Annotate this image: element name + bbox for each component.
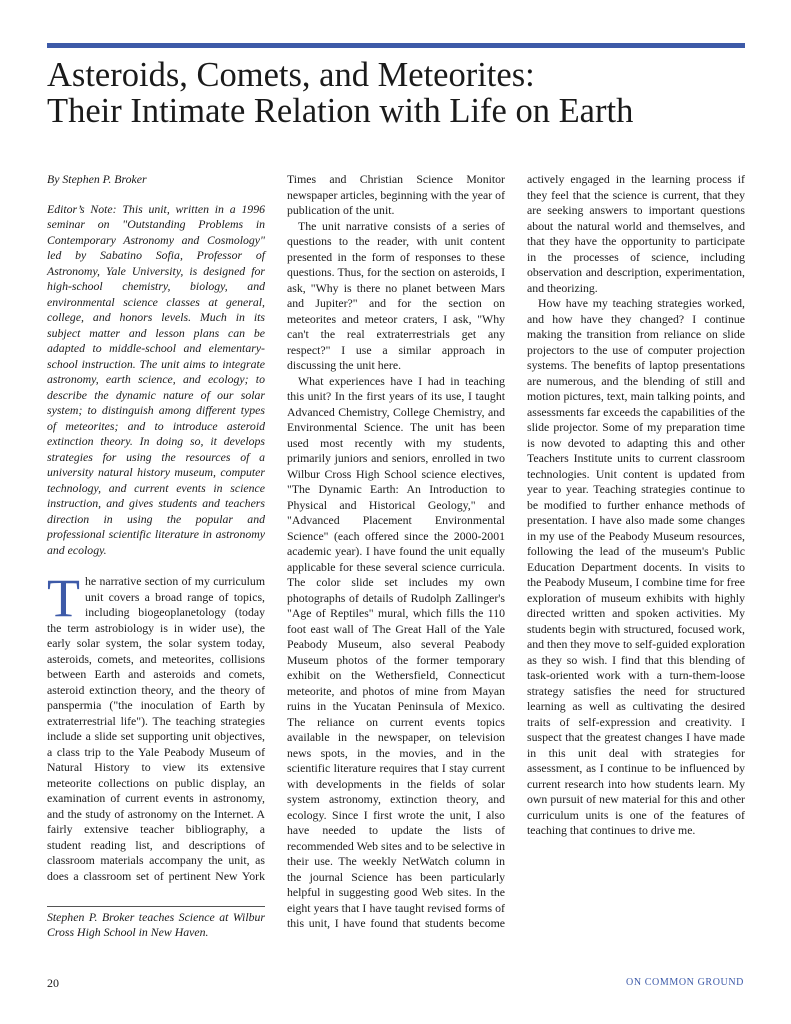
- body-paragraph-1-continued: Times and Christian Science Monitor newspaper articles, beginning with the year of publication of the unit.: [287, 172, 505, 217]
- editor-note: Editor’s Note: This unit, written in a 1996 seminar on "Outstanding Problems in Contemporary Astronomy and Cosmology" led by Sabatino Sofia, Professor of Astronomy, Yale University, is designed for high-school chemistry, biology, and environmental science classes at general, college, and honors levels. Much in its subject matter and lesson plans can be adapted to middle-school and elementary-school instruction. The unit aims to integrate astronomy, earth science, and ecology; to describe the dynamic nature of our solar system; to distinguish among different types of meteorites; and to introduce asteroid extinction theory. In doing so, it develops strategies for using the resources of a university natural history museum, computer technology, and current events in science instruction, and gives students and teachers direction in using the popular and professional scientific literature in astronomy and ecology.: [47, 201, 265, 557]
- body-paragraph-1: The narrative section of my curriculum unit covers a broad range of topics, including biogeoplanetology (today the term astrobiology is in wider use), the early solar system, the solar system today, asteroids, comets, and meteorites, collisions between Earth and asteroids and comets, asteroid extinction theory, and the theory of panspermia ("the inoculation of Earth by extraterrestrial life"). The teaching strategies include a slide set supporting unit objectives, a class trip to the Yale Peabody Museum of Natural History to view its extensive meteorite collections on public display, an examination of current events in astronomy, and the study of astronomy on the Internet. A fairly extensive teacher bibliography, a student reading list, and descriptions of classroom materials accompany the unit, as does a classroom set of pertinent New York: [47, 568, 265, 883]
- body-paragraph-2: The unit narrative consists of a series of questions to the reader, with unit content presented in the form of responses to these questions. Thus, for the section on asteroids, I ask, "Why is there no planet between Mars and Jupiter?" and for the section on meteorites and meteor craters, I ask, "Why can't the real extraterrestrials get any respect?" I use a similar approach in discussing the unit here.: [287, 218, 505, 372]
- body-paragraph-3: What experiences have I had in teaching this unit? In the first years of its use, I taught Advanced Chemistry, College Chemistry, and Environmental Science. The unit has been used most recently with my students, primarily juniors and seniors, enrolled in two Wilbur Cross High School science electives, "The Dynamic Earth: An Introduction to Physical and Historical Geology," and "Advanced Placement Environmental Science" (each offered since the 2000-2001 academic year). I have found the unit equally applicable for these several science curricula. The color slide set includes my own photographs of details of Rudolph Zallinger's "Age of Reptiles" mural, which fills the 110 foot east wall of The Great Hall of the Yale Peabody Museum, also several Peabody Museum photos of the former temporary exhibit on the Wethersfield, Connecticut meteorite, and photos of mine from Mayan ruins in the Yucatan Peninsula of Mexico. The reliance on current events topics available in the newspaper, on television news spots, in the movies, and in the scientific literature requires that I stay current with developments in the fields of solar system astronomy, extinction theory, and ecology. Since I first wrote the unit, I also have needed to update the lists of recommended Web sites and to be selective in their use. The weekly NetWatch column in the journal Science has been particularly helpful in suggesting good Web sites. In the eight years that I have taught revised forms of this unit, I have found that students become: [287, 373, 505, 930]
- body-paragraph-3-continued: actively engaged in the learning process if they feel that the science is current, that they are seeking answers to important questions about the natural world and themselves, and that they have the opportunity to participate in the processes of science, including observation and description, experimentation, and theorizing.: [527, 172, 745, 295]
- column-3: [527, 172, 745, 839]
- page-number: 20: [47, 976, 59, 990]
- publication-name: ON COMMON GROUND: [626, 977, 744, 988]
- author-note: [47, 906, 265, 940]
- body-paragraph-4: How have my teaching strategies worked, and how have they changed? I continue making the transition from reliance on slide projectors to the use of computer projection systems. The benefits of laptop presentations are numerous, and the blending of still and motion pictures, text, main talking points, and assessments far exceeds the capabilities of the slide projector. Some of my preparation time is now devoted to adapting this and other Teachers Institute units to current classroom technologies. Unit content is updated from year to year. Teaching strategies continue to be modified to further enhance methods of presentation. I have also made some changes in my use of the Peabody Museum resources, following the lead of the museum's Public Education Department docents. In visits to the Peabody Museum, I combine time for free exploration of museum exhibits with highly directed written and spoken activities. My students begin with structured, focused work, and then they move to self-guided exploration as they so wish. I find that this blending of task-oriented work with a turn-them-loose strategy satisfies the need for structured learning as well as cultivating the desired traits of self-expression and creativity. I suspect that the greatest changes I have made in this unit deal with strategies for assessment, as I continue to be influenced by current research into how students learn. My own pursuit of new material for this and other curriculum units is one of the features of teaching that continues to drive me.: [527, 296, 745, 837]
- top-rule: [47, 43, 745, 48]
- title-line-1: Asteroids, Comets, and Meteorites:: [47, 56, 535, 94]
- column-2: [287, 172, 505, 932]
- title-line-2: Their Intimate Relation with Life on Earth: [47, 92, 634, 130]
- author-note-text: Stephen P. Broker teaches Science at Wilbur Cross High School in New Haven.: [47, 910, 265, 939]
- byline: By Stephen P. Broker: [47, 172, 147, 186]
- article-title: [47, 57, 747, 129]
- column-1: [47, 172, 265, 884]
